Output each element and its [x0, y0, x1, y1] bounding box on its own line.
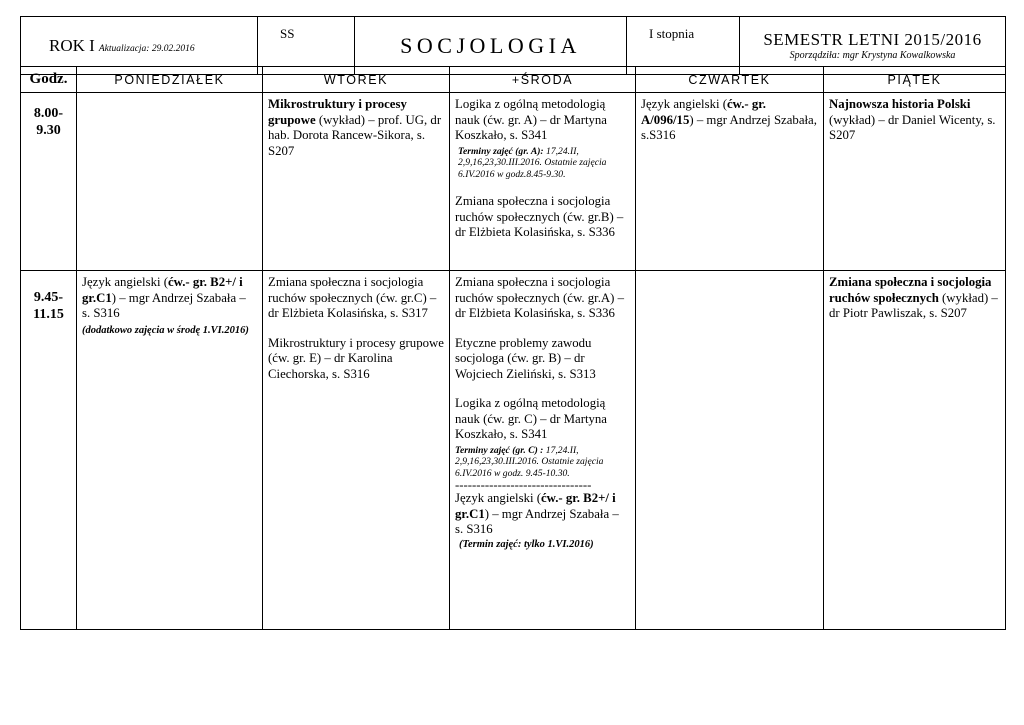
time-end: 9.30: [36, 123, 61, 138]
class-entry: Mikrostruktury i procesy grupowe (ćw. gr. E) – dr Karolina Ciechorska, s. S316: [268, 335, 444, 381]
spacer: [268, 322, 444, 336]
time-start: 8.00-: [33, 106, 64, 121]
dates-note-label: Terminy zajęć (gr. C) :: [455, 444, 544, 456]
course-name: Zmiana społeczna i socjologia ruchów społecznych: [829, 275, 992, 305]
class-entry: Zmiana społeczna i socjologia ruchów społecznych (ćw. gr.A) – dr Elżbieta Kolasińska, s. S336: [455, 275, 625, 320]
cell-thursday: [636, 271, 824, 630]
cell-monday: [77, 271, 263, 630]
study-mode: SS: [280, 26, 295, 41]
dates-note: [455, 146, 630, 181]
cell-friday: [824, 93, 1006, 271]
hour-column-header: Godz.: [21, 67, 77, 93]
dates-note-text: 17,24.II, 2,9,16,23,30.III.2016. Ostatnie zajęcia 6.IV.2016 w godz. 9.45-10.30.: [455, 444, 604, 479]
class-entry: [82, 275, 257, 322]
time-start: 9.45-: [33, 290, 64, 305]
day-header-friday: PIĄTEK: [824, 67, 1006, 93]
course-details: (wykład) – prof. UG, dr hab. Dorota Rancew-Sikora, s. S207: [268, 112, 442, 158]
course-name: Najnowsza historia Polski: [829, 97, 971, 111]
course-details: ) – mgr Andrzej Szabała – s. S316: [82, 290, 246, 320]
course-details: ) – mgr Andrzej Szabała, s.S316: [641, 112, 817, 142]
day-header-wednesday: +ŚRODA: [450, 67, 636, 93]
class-entry: Logika z ogólną metodologią nauk (ćw. gr. C) – dr Martyna Koszkało, s. S341: [455, 396, 607, 441]
cell-monday: [77, 93, 263, 271]
page-title: SOCJOLOGIA: [400, 32, 581, 58]
separator-line: --------------------------------: [455, 478, 592, 492]
cell-tuesday: [263, 93, 450, 271]
day-header-tuesday: WTOREK: [263, 67, 450, 93]
class-entry: Zmiana społeczna i socjologia ruchów społecznych (ćw. gr.C) – dr Elżbieta Kolasińska, s. S317: [268, 275, 437, 320]
course-name: Język angielski (: [641, 97, 727, 111]
class-entry: Logika z ogólną metodologią nauk (ćw. gr. A) – dr Martyna Koszkało, s. S341: [455, 97, 607, 142]
course-name: Mikrostruktury i procesy grupowe: [268, 97, 407, 127]
day-header-thursday: CZWARTEK: [636, 67, 824, 93]
schedule-table: [20, 66, 1006, 630]
schedule-row: [21, 93, 1006, 271]
semester-label: SEMESTR LETNI 2015/2016: [763, 30, 982, 49]
time-end: 11.15: [33, 307, 64, 322]
class-entry: [829, 275, 1000, 322]
update-date: Aktualizacja: 29.02.2016: [98, 43, 195, 54]
spacer: [455, 382, 630, 396]
class-entry: [829, 97, 1000, 144]
day-header-monday: PONIEDZIAŁEK: [77, 67, 263, 93]
group-code: ćw.- gr. B2+/ i gr.C1: [455, 491, 616, 521]
course-details: (wykład) – dr Daniel Wicenty, s. S207: [829, 112, 996, 142]
course-details: ) – mgr Andrzej Szabała – s. S316: [455, 506, 619, 536]
schedule-row: [21, 271, 1006, 630]
day-header-row: [21, 67, 1006, 93]
cell-thursday: [636, 93, 824, 271]
class-entry: Zmiana społeczna i socjologia ruchów społecznych (ćw. gr.B) – dr Elżbieta Kolasińska, s. S336: [455, 194, 624, 239]
group-code: ćw.- gr. B2+/ i gr.C1: [82, 275, 243, 305]
extra-note: (dodatkowo zajęcia w środę 1.VI.2016): [82, 324, 249, 336]
dates-note-label: Terminy zajęć (gr. A):: [458, 145, 544, 157]
extra-note: (Termin zajęć: tylko 1.VI.2016): [459, 538, 594, 550]
cell-friday: [824, 271, 1006, 630]
group-code: ćw.- gr. A/096/15: [641, 97, 766, 127]
dates-note-text: 17,24.II, 2,9,16,23,30.III.2016. Ostatnie zajęcia 6.IV.2016 w godz.8.45-9.30.: [458, 145, 607, 180]
spacer: [455, 180, 630, 194]
prepared-by: Sporządziła: mgr Krystyna Kowalkowska: [789, 50, 956, 61]
cell-wednesday: [450, 271, 636, 630]
class-entry: [455, 491, 630, 538]
year-label: ROK I: [49, 35, 95, 55]
class-entry: [268, 97, 444, 159]
cell-tuesday: [263, 271, 450, 630]
time-slot: [21, 93, 77, 271]
cell-wednesday: [450, 93, 636, 271]
class-entry: Etyczne problemy zawodu socjologa (ćw. gr. B) – dr Wojciech Zieliński, s. S313: [455, 335, 596, 381]
degree-label: I stopnia: [649, 26, 695, 41]
class-entry: [641, 97, 818, 144]
course-name: Język angielski (: [82, 275, 168, 289]
time-slot: [21, 271, 77, 630]
course-details: (wykład) – dr Piotr Pawliszak, s. S207: [829, 290, 998, 320]
spacer: [455, 322, 630, 336]
course-name: Język angielski (: [455, 491, 541, 505]
dates-note: [455, 445, 630, 480]
